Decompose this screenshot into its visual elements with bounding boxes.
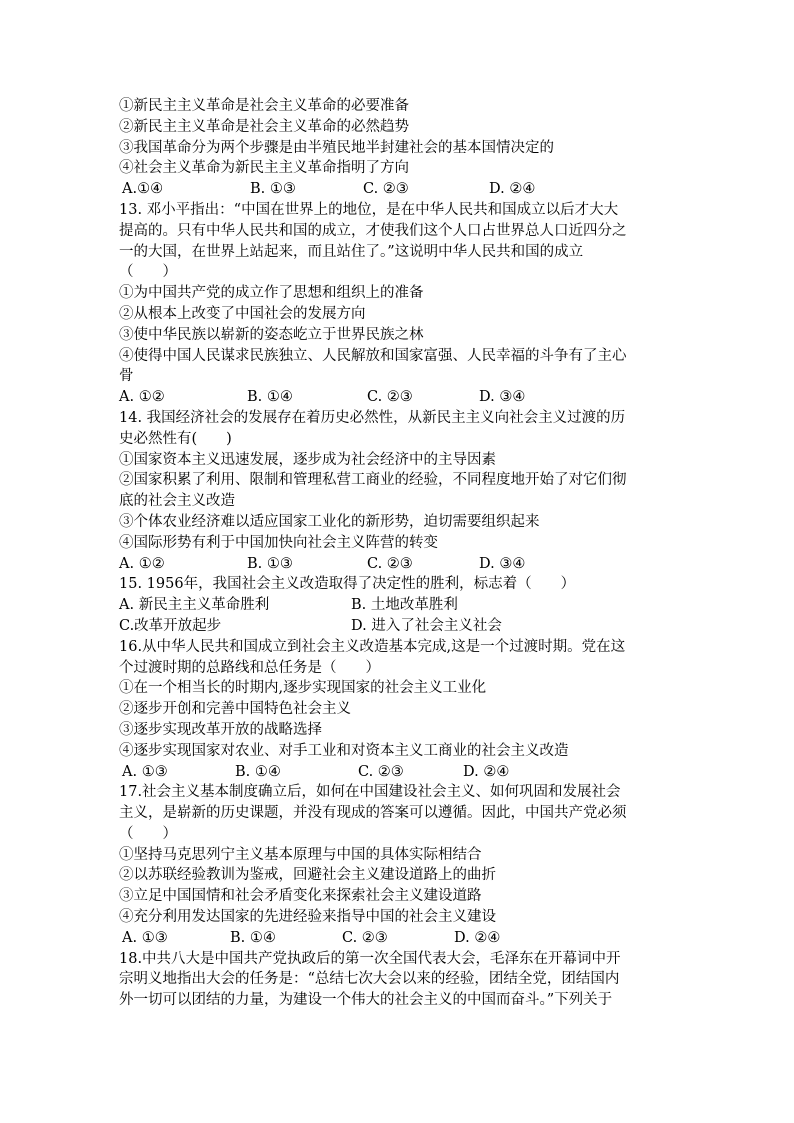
q14-statement: ③个体农业经济难以适应国家工业化的新形势，迫切需要组织起来	[119, 513, 540, 530]
q14-statement: ①国家资本主义迅速发展，逐步成为社会经济中的主导因素	[119, 451, 496, 468]
q14-statement: ④国际形势有利于中国加快向社会主义阵营的转变	[119, 534, 438, 551]
q16-options	[119, 762, 679, 783]
q14-statement: ②国家积累了利用、限制和管理私营工商业的经验，不同程度地开始了对它们彻	[119, 472, 627, 489]
q12-statement: ④社会主义革命为新民主主义革命指明了方向	[119, 160, 409, 177]
q16-statement: ③逐步实现改革开放的战略选择	[119, 721, 322, 738]
q17-option-a: A. ①③	[122, 929, 168, 946]
q17-stem: 主义，是崭新的历史课题，并没有现成的答案可以遵循。因此，中国共产党必须	[119, 805, 627, 822]
q18-stem: 外一切可以团结的力量，为建设一个伟大的社会主义的中国而奋斗。”下列关于	[119, 992, 613, 1009]
q14-stem: 14. 我国经济社会的发展存在着历史必然性，从新民主主义向社会主义过渡的历	[119, 409, 626, 426]
q13-statement: ④使得中国人民谋求民族独立、人民解放和国家富强、人民幸福的斗争有了主心	[119, 347, 627, 364]
q13-stem: 一的大国，在世界上站起来，而且站住了。”这说明中华人民共和国的成立	[119, 243, 584, 260]
q16-stem: 16.从中华人民共和国成立到社会主义改造基本完成,这是一个过渡时期。党在这	[119, 638, 626, 655]
q17-option-d: D. ②④	[454, 929, 501, 946]
question-content	[119, 96, 679, 1011]
q16-option-a: A. ①③	[122, 763, 168, 780]
q16-stem: 个过渡时期的总路线和总任务是（ ）	[119, 659, 380, 676]
q16-statement: ①在一个相当长的时期内,逐步实现国家的社会主义工业化	[119, 680, 487, 697]
q13-statement: ③使中华民族以崭新的姿态屹立于世界民族之林	[119, 326, 424, 343]
q14-option-d: D. ③④	[479, 555, 526, 572]
q16-option-b: B. ①④	[235, 763, 281, 780]
q14-option-a: A. ①②	[119, 555, 165, 572]
q15-stem: 15. 1956年，我国社会主义改造取得了决定性的胜利，标志着（ ）	[119, 576, 576, 593]
q13-stem: （ ）	[119, 264, 177, 281]
q14-option-b: B. ①③	[247, 555, 293, 572]
q16-option-c: C. ②③	[358, 763, 404, 780]
q12-option-c: C. ②③	[363, 181, 409, 198]
q12-statement: ②新民主主义革命是社会主义革命的必然趋势	[119, 118, 409, 135]
q13-statement: ②从根本上改变了中国社会的发展方向	[119, 305, 366, 322]
q17-statement: ④充分利用发达国家的先进经验来指导中国的社会主义建设	[119, 909, 496, 926]
q15-options-row	[119, 595, 679, 616]
q14-options	[119, 554, 679, 575]
q13-stem: 提高的。只有中华人民共和国的成立，才使我们这个人口占世界总人口近四分之	[119, 222, 627, 239]
q13-options	[119, 387, 679, 408]
q13-statement: ①为中国共产党的成立作了思想和组织上的准备	[119, 285, 424, 302]
q15-option-d: D. 进入了社会主义社会	[351, 617, 502, 634]
q13-stem: 13. 邓小平指出：“中国在世界上的地位，是在中华人民共和国成立以后才大大	[119, 201, 619, 218]
q13-statement: 骨	[119, 368, 134, 385]
q17-statement: ②以苏联经验教训为鉴戒，回避社会主义建设道路上的曲折	[119, 867, 496, 884]
q17-stem: 17.社会主义基本制度确立后，如何在中国建设社会主义、如何巩固和发展社会	[119, 784, 621, 801]
q12-statement: ③我国革命分为两个步骤是由半殖民地半封建社会的基本国情决定的	[119, 139, 554, 156]
q16-statement: ②逐步开创和完善中国特色社会主义	[119, 701, 351, 718]
q17-statement: ③立足中国国情和社会矛盾变化来探索社会主义建设道路	[119, 888, 482, 905]
q12-option-a: A.①④	[122, 181, 164, 198]
q15-options-row	[119, 616, 679, 637]
q16-statement: ④逐步实现国家对农业、对手工业和对资本主义工商业的社会主义改造	[119, 742, 569, 759]
q18-stem: 宗明义地指出大会的任务是：“总结七次大会以来的经验，团结全党，团结国内	[119, 971, 620, 988]
q15-option-c: C.改革开放起步	[119, 617, 222, 634]
q14-statement: 底的社会主义改造	[119, 493, 235, 510]
q17-statement: ①坚持马克思列宁主义基本原理与中国的具体实际相结合	[119, 846, 482, 863]
q17-stem: （ ）	[119, 825, 177, 842]
q18-stem: 18.中共八大是中国共产党执政后的第一次全国代表大会，毛泽东在开幕词中开	[119, 950, 621, 967]
q12-option-b: B. ①③	[250, 181, 296, 198]
q12-option-d: D. ②④	[489, 181, 536, 198]
q17-option-b: B. ①④	[230, 929, 276, 946]
q17-option-c: C. ②③	[342, 929, 388, 946]
q13-option-d: D. ③④	[479, 389, 526, 406]
q12-statement: ①新民主主义革命是社会主义革命的必要准备	[119, 98, 409, 114]
q12-options	[119, 179, 679, 200]
q16-option-d: D. ②④	[463, 763, 510, 780]
q13-option-c: C. ②③	[367, 389, 413, 406]
q14-option-c: C. ②③	[367, 555, 413, 572]
q13-option-b: B. ①④	[247, 389, 293, 406]
q15-option-a: A. 新民主主义革命胜利	[119, 597, 270, 614]
q17-options	[119, 928, 679, 949]
q15-option-b: B. 土地改革胜利	[351, 597, 458, 614]
q14-stem: 史必然性有( )	[119, 430, 232, 447]
q13-option-a: A. ①②	[119, 389, 165, 406]
